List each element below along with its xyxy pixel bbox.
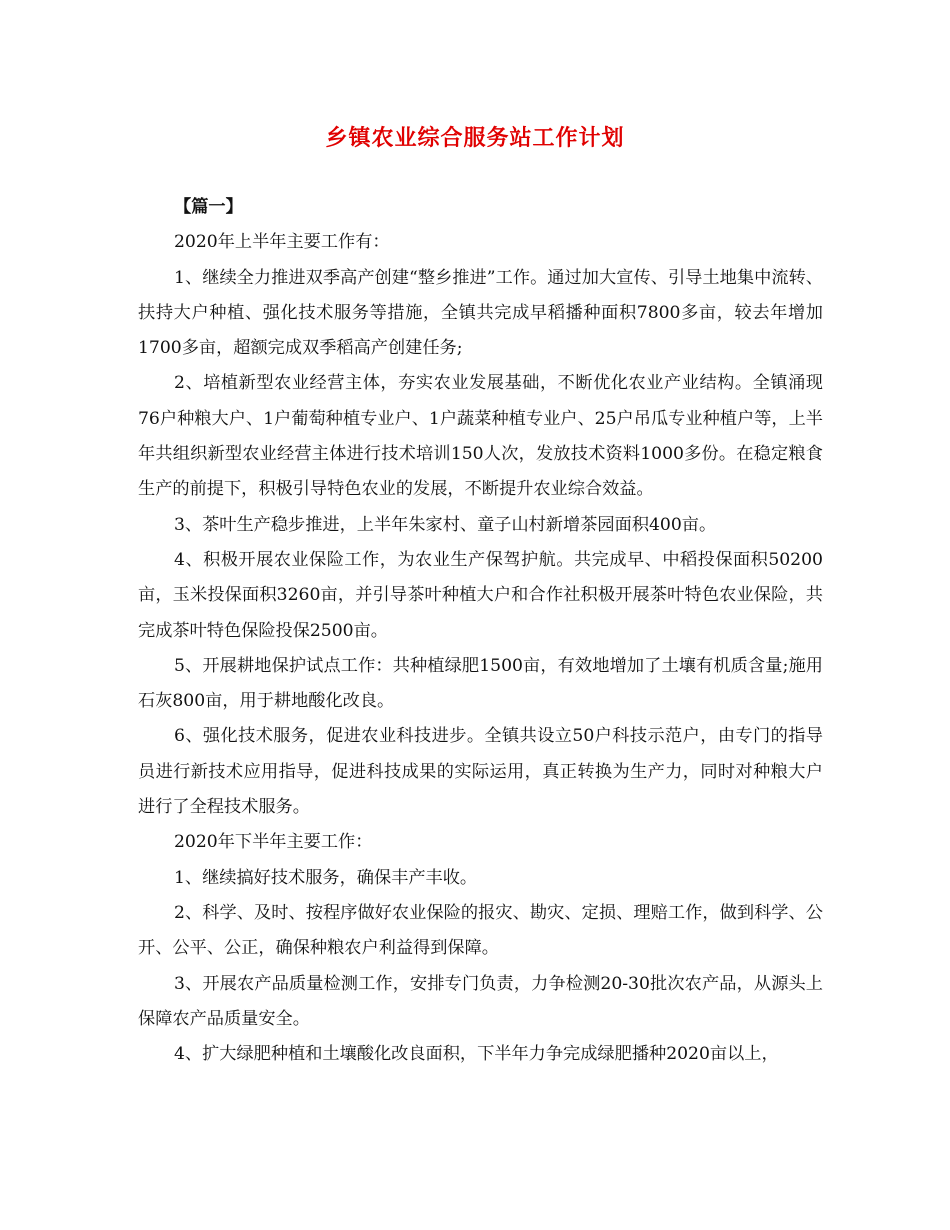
paragraph: 1、继续搞好技术服务，确保丰产丰收。 bbox=[174, 867, 478, 888]
document-title: 乡镇农业综合服务站工作计划 bbox=[325, 125, 625, 151]
paragraph: 1、继续全力推进双季高产创建“整乡推进”工作。通过加大宣传、引导土地集中流转、扶持大户种植、强化技术服务等措施，全镇共完成早稻播种面积7800多亩，较去年增加1700多亩，超额完成双季稻高产创建任务; bbox=[138, 267, 823, 359]
paragraph: 3、茶叶生产稳步推进，上半年朱家村、童子山村新增茶园面积400亩。 bbox=[174, 514, 717, 535]
paragraph: 2020年上半年主要工作有： bbox=[174, 232, 390, 253]
paragraph: 4、扩大绿肥种植和土壤酸化改良面积，下半年力争完成绿肥播种2020亩以上， bbox=[174, 1044, 779, 1065]
paragraph: 2、培植新型农业经营主体，夯实农业发展基础，不断优化农业产业结构。全镇涌现76户种粮大户、1户葡萄种植专业户、1户蔬菜种植专业户、25户吊瓜专业种植户等，上半年共组织新型农业经营主体进行技术培训150人次，发放技术资料1000多份。在稳定粮食生产的前提下，积极引导特色农业的发展，不断提升农业综合效益。 bbox=[138, 373, 823, 500]
paragraph: 4、积极开展农业保险工作，为农业生产保驾护航。共完成早、中稻投保面积50200亩，玉米投保面积3260亩，并引导茶叶种植大户和合作社积极开展茶叶特色农业保险，共完成茶叶特色保险投保2500亩。 bbox=[138, 549, 823, 641]
section-heading: 【篇一】 bbox=[174, 197, 243, 217]
paragraph: 2、科学、及时、按程序做好农业保险的报灾、勘灾、定损、理赔工作，做到科学、公开、公平、公正，确保种粮农户利益得到保障。 bbox=[138, 902, 823, 959]
paragraph: 5、开展耕地保护试点工作：共种植绿肥1500亩，有效地增加了土壤有机质含量;施用石灰800亩，用于耕地酸化改良。 bbox=[138, 655, 823, 712]
paragraph: 3、开展农产品质量检测工作，安排专门负责，力争检测20-30批次农产品，从源头上保障农产品质量安全。 bbox=[138, 973, 823, 1029]
paragraph: 2020年下半年主要工作： bbox=[174, 832, 373, 853]
document-body bbox=[138, 190, 823, 1072]
paragraph: 6、强化技术服务，促进农业科技进步。全镇共设立50户科技示范户，由专门的指导员进行新技术应用指导，促进科技成果的实际运用，真正转换为生产力，同时对种粮大户进行了全程技术服务。 bbox=[138, 726, 823, 818]
